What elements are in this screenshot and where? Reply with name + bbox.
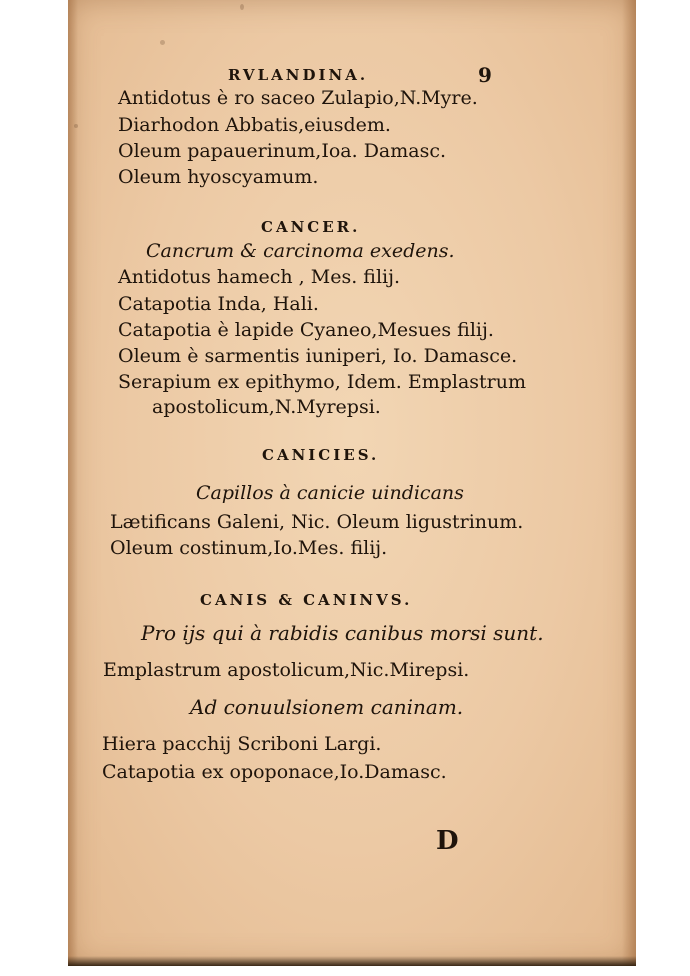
- text-line: Catapotia ex opoponace,Io.Damasc.: [102, 761, 447, 783]
- text-line: Catapotia Inda, Hali.: [118, 293, 319, 315]
- section-subheading: Cancrum & carcinoma exedens.: [146, 240, 455, 262]
- page-shadow-right: [622, 0, 636, 966]
- text-line: apostolicum,N.Myrepsi.: [152, 396, 381, 418]
- section-heading-cancer: CANCER.: [261, 218, 361, 236]
- text-line: Serapium ex epithymo, Idem. Emplastrum: [118, 371, 527, 393]
- text-line: Catapotia è lapide Cyaneo,Mesues filij.: [118, 319, 494, 341]
- text-line: Hiera pacchij Scriboni Largi.: [102, 733, 382, 755]
- text-line: Antidotus è ro saceo Zulapio,N.Myre.: [118, 87, 478, 109]
- text-line: Diarhodon Abbatis,eiusdem.: [118, 114, 391, 136]
- page-number: 9: [478, 63, 492, 87]
- text-line: Lætificans Galeni, Nic. Oleum ligustrinum.: [110, 511, 524, 533]
- page-bottom-edge: [68, 956, 636, 966]
- ink-spot: [160, 40, 165, 45]
- ink-spot: [74, 124, 78, 128]
- text-line: Emplastrum apostolicum,Nic.Mirepsi.: [103, 659, 470, 681]
- section-heading-canicies: CANICIES.: [262, 446, 380, 464]
- text-line: Antidotus hamech , Mes. filij.: [118, 266, 401, 288]
- text-line: Oleum è sarmentis iuniperi, Io. Damasce.: [118, 345, 518, 367]
- section-heading-canis: CANIS & CANINVS.: [200, 591, 413, 609]
- section-subheading: Pro ijs qui à rabidis canibus morsi sunt.: [141, 621, 544, 645]
- book-page: [68, 0, 636, 966]
- text-line: Oleum costinum,Io.Mes. filij.: [110, 537, 388, 559]
- signature-mark: D: [436, 826, 459, 856]
- running-head: RVLANDINA.: [228, 66, 369, 84]
- ink-spot: [240, 4, 244, 10]
- text-line: Oleum papauerinum,Ioa. Damasc.: [118, 140, 447, 162]
- page-shadow-left: [68, 0, 78, 966]
- section-subheading: Ad conuulsionem caninam.: [190, 695, 464, 719]
- text-line: Oleum hyoscyamum.: [118, 166, 319, 188]
- section-subheading: Capillos à canicie uindicans: [196, 482, 464, 504]
